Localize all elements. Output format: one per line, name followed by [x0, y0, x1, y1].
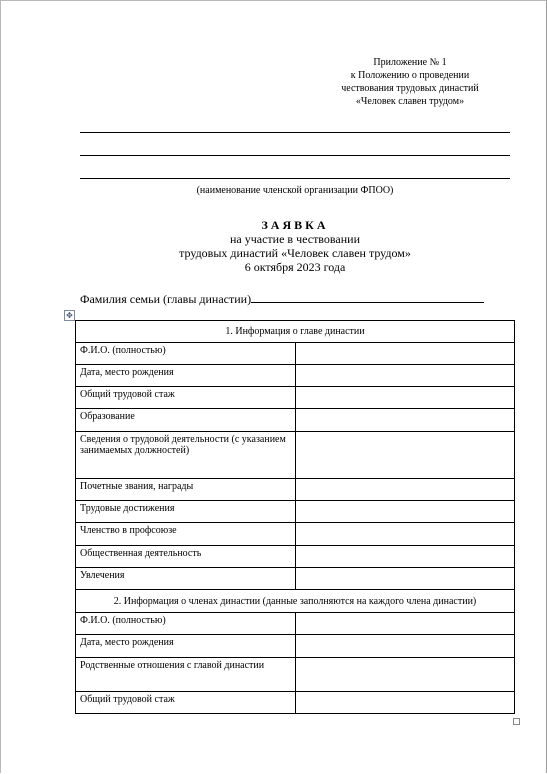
table-row	[76, 409, 515, 432]
table-row	[76, 613, 515, 635]
table-row	[76, 658, 515, 692]
value-cell[interactable]	[295, 568, 515, 590]
value-cell[interactable]	[295, 343, 515, 365]
row-label: Трудовые достижения	[76, 501, 296, 523]
table-row	[76, 568, 515, 590]
org-name-line-2[interactable]	[80, 155, 510, 156]
table-row	[76, 387, 515, 409]
value-cell[interactable]	[295, 546, 515, 568]
table-row	[76, 432, 515, 479]
org-name-line-3[interactable]	[80, 178, 510, 179]
appendix-line: к Положению о проведении	[350, 70, 470, 81]
application-table	[75, 320, 515, 714]
appendix-line: «Человек славен трудом»	[355, 96, 465, 107]
value-cell[interactable]	[295, 479, 515, 501]
org-name-line-1[interactable]	[80, 132, 510, 133]
table-row	[76, 692, 515, 714]
section-header-row	[76, 590, 515, 613]
value-cell[interactable]	[295, 501, 515, 523]
value-cell[interactable]	[295, 613, 515, 635]
value-cell[interactable]	[295, 387, 515, 409]
row-label: Почетные звания, награды	[76, 479, 296, 501]
title-date: 6 октября 2023 года	[244, 260, 346, 274]
row-label: Увлечения	[76, 568, 296, 590]
appendix-line: чествования трудовых династий	[341, 83, 479, 94]
value-cell[interactable]	[295, 523, 515, 546]
family-name-blank[interactable]	[251, 292, 484, 303]
title-block	[80, 218, 510, 274]
value-cell[interactable]	[295, 365, 515, 387]
table-row	[76, 501, 515, 523]
section-heading: 1. Информация о главе династии	[76, 321, 515, 343]
table-resize-handle[interactable]	[513, 718, 520, 725]
table-row	[76, 479, 515, 501]
section-header-row	[76, 321, 515, 343]
appendix-line: Приложение № 1	[373, 57, 447, 68]
row-label: Дата, место рождения	[76, 365, 296, 387]
title-line: трудовых династий «Человек славен трудом»	[179, 246, 411, 260]
appendix-note	[300, 56, 520, 108]
org-caption: (наименование членской организации ФПОО)	[196, 185, 394, 196]
section-heading: 2. Информация о членах династии (данные заполняются на каждого члена династии)	[76, 590, 515, 613]
value-cell[interactable]	[295, 658, 515, 692]
table-row	[76, 343, 515, 365]
row-label: Сведения о трудовой деятельности (с указанием занимаемых должностей)	[76, 432, 296, 479]
title-line: на участие в чествовании	[229, 232, 360, 246]
document-title: ЗАЯВКА	[261, 218, 329, 232]
table-move-handle-icon[interactable]: ✥	[64, 310, 75, 321]
table-row	[76, 365, 515, 387]
value-cell[interactable]	[295, 432, 515, 479]
row-label: Образование	[76, 409, 296, 432]
row-label: Ф.И.О. (полностью)	[76, 343, 296, 365]
row-label: Общественная деятельность	[76, 546, 296, 568]
family-name-label: Фамилия семьи (главы династии)	[80, 292, 252, 306]
family-name-field[interactable]	[80, 292, 484, 307]
table-row	[76, 523, 515, 546]
table-row	[76, 546, 515, 568]
value-cell[interactable]	[295, 635, 515, 658]
row-label: Общий трудовой стаж	[76, 387, 296, 409]
value-cell[interactable]	[295, 692, 515, 714]
row-label: Ф.И.О. (полностью)	[76, 613, 296, 635]
table-row	[76, 635, 515, 658]
row-label: Дата, место рождения	[76, 635, 296, 658]
row-label: Общий трудовой стаж	[76, 692, 296, 714]
value-cell[interactable]	[295, 409, 515, 432]
row-label: Членство в профсоюзе	[76, 523, 296, 546]
row-label: Родственные отношения с главой династии	[76, 658, 296, 692]
